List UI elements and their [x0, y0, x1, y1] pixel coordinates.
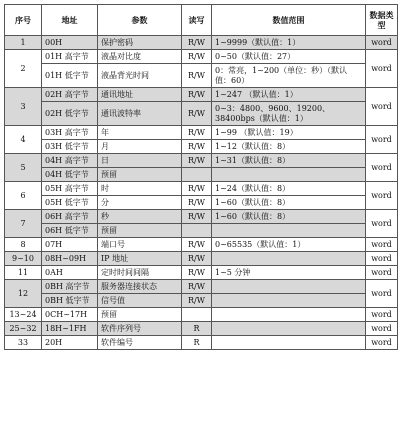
cell-rw: R	[182, 336, 212, 350]
cell-param: 预留	[98, 224, 182, 238]
table-row	[5, 238, 398, 252]
cell-rw: R/W	[182, 266, 212, 280]
cell-rw: R/W	[182, 182, 212, 196]
cell-range	[212, 308, 366, 322]
cell-type: word	[366, 308, 398, 322]
cell-param: 软件序列号	[98, 322, 182, 336]
table-row	[5, 336, 398, 350]
table-row	[5, 182, 398, 196]
cell-no: 33	[5, 336, 42, 350]
cell-range: 0~3：4800、9600、19200、38400bps（默认值：1）	[212, 102, 366, 126]
cell-rw: R/W	[182, 196, 212, 210]
table-row	[5, 88, 398, 102]
cell-range	[212, 336, 366, 350]
cell-rw: R/W	[182, 50, 212, 64]
cell-addr: 00H	[42, 36, 98, 50]
table-row	[5, 102, 398, 126]
cell-range: 0~65535（默认值：1）	[212, 238, 366, 252]
cell-range: 1~5 分钟	[212, 266, 366, 280]
cell-param: 年	[98, 126, 182, 140]
cell-no: 25~32	[5, 322, 42, 336]
cell-addr: 06H 高字节	[42, 210, 98, 224]
header-no: 序号	[5, 5, 42, 36]
cell-param: 预留	[98, 168, 182, 182]
header-param: 参数	[98, 5, 182, 36]
cell-no: 5	[5, 154, 42, 182]
cell-type: word	[366, 154, 398, 182]
cell-no: 3	[5, 88, 42, 126]
cell-param: 保护密码	[98, 36, 182, 50]
cell-param: 预留	[98, 308, 182, 322]
cell-no: 2	[5, 50, 42, 88]
cell-type: word	[366, 266, 398, 280]
cell-type: word	[366, 50, 398, 88]
cell-range: 1~24（默认值：8）	[212, 182, 366, 196]
cell-param: 秒	[98, 210, 182, 224]
table-row	[5, 322, 398, 336]
cell-addr: 0BH 高字节	[42, 280, 98, 294]
header-type: 数据类型	[366, 5, 398, 36]
table-row	[5, 126, 398, 140]
cell-addr: 04H 高字节	[42, 154, 98, 168]
cell-addr: 05H 低字节	[42, 196, 98, 210]
cell-no: 13~24	[5, 308, 42, 322]
cell-param: 分	[98, 196, 182, 210]
table-row	[5, 280, 398, 294]
cell-param: 端口号	[98, 238, 182, 252]
cell-param: IP 地址	[98, 252, 182, 266]
cell-rw: R/W	[182, 36, 212, 50]
cell-param: 通讯波特率	[98, 102, 182, 126]
cell-addr: 01H 高字节	[42, 50, 98, 64]
table-row	[5, 308, 398, 322]
cell-range	[212, 224, 366, 238]
cell-range: 1~12（默认值：8）	[212, 140, 366, 154]
cell-range: 1~247 （默认值：1）	[212, 88, 366, 102]
cell-no: 7	[5, 210, 42, 238]
cell-no: 6	[5, 182, 42, 210]
cell-addr: 05H 高字节	[42, 182, 98, 196]
header-row	[5, 5, 398, 36]
cell-range	[212, 252, 366, 266]
cell-param: 服务器连接状态	[98, 280, 182, 294]
table-row	[5, 294, 398, 308]
cell-rw: R/W	[182, 140, 212, 154]
cell-type: word	[366, 280, 398, 308]
cell-range	[212, 280, 366, 294]
cell-addr: 04H 低字节	[42, 168, 98, 182]
cell-type: word	[366, 88, 398, 126]
cell-param: 液晶对比度	[98, 50, 182, 64]
cell-type: word	[366, 336, 398, 350]
cell-param: 日	[98, 154, 182, 168]
table-row	[5, 64, 398, 88]
cell-range: 1~60（默认值：8）	[212, 210, 366, 224]
cell-type: word	[366, 182, 398, 210]
cell-type: word	[366, 210, 398, 238]
cell-param: 软件编号	[98, 336, 182, 350]
cell-rw	[182, 308, 212, 322]
cell-rw: R/W	[182, 64, 212, 88]
header-range: 数值范围	[212, 5, 366, 36]
cell-addr: 07H	[42, 238, 98, 252]
cell-rw	[182, 168, 212, 182]
cell-range: 1~60（默认值：8）	[212, 196, 366, 210]
cell-addr: 03H 低字节	[42, 140, 98, 154]
cell-rw: R/W	[182, 210, 212, 224]
cell-no: 8	[5, 238, 42, 252]
cell-param: 定时时间间隔	[98, 266, 182, 280]
cell-type: word	[366, 252, 398, 266]
cell-no: 11	[5, 266, 42, 280]
cell-range: 1~9999（默认值：1）	[212, 36, 366, 50]
cell-addr: 06H 低字节	[42, 224, 98, 238]
cell-param: 信号值	[98, 294, 182, 308]
cell-rw: R/W	[182, 154, 212, 168]
cell-rw: R/W	[182, 252, 212, 266]
table-row	[5, 50, 398, 64]
cell-range: 0：常亮，1~200（单位：秒）（默认值：60）	[212, 64, 366, 88]
cell-addr: 01H 低字节	[42, 64, 98, 88]
cell-addr: 02H 低字节	[42, 102, 98, 126]
cell-addr: 20H	[42, 336, 98, 350]
cell-no: 1	[5, 36, 42, 50]
cell-type: word	[366, 238, 398, 252]
cell-param: 时	[98, 182, 182, 196]
cell-no: 12	[5, 280, 42, 308]
cell-rw: R/W	[182, 102, 212, 126]
cell-rw: R/W	[182, 88, 212, 102]
table-row	[5, 224, 398, 238]
table-row	[5, 266, 398, 280]
table-row	[5, 196, 398, 210]
header-addr: 地址	[42, 5, 98, 36]
cell-rw: R/W	[182, 126, 212, 140]
cell-range: 1~31（默认值：8）	[212, 154, 366, 168]
cell-type: word	[366, 126, 398, 154]
table-row	[5, 140, 398, 154]
table-row	[5, 168, 398, 182]
header-rw: 读写	[182, 5, 212, 36]
cell-range: 1~99 （默认值：19）	[212, 126, 366, 140]
cell-param: 月	[98, 140, 182, 154]
cell-range	[212, 168, 366, 182]
cell-rw	[182, 224, 212, 238]
cell-addr: 02H 高字节	[42, 88, 98, 102]
cell-rw: R	[182, 322, 212, 336]
cell-addr: 0AH	[42, 266, 98, 280]
cell-range: 0~50（默认值：27）	[212, 50, 366, 64]
register-table-container	[4, 4, 397, 350]
cell-addr: 0BH 低字节	[42, 294, 98, 308]
table-row	[5, 252, 398, 266]
cell-type: word	[366, 36, 398, 50]
cell-addr: 03H 高字节	[42, 126, 98, 140]
cell-rw: R/W	[182, 280, 212, 294]
cell-addr: 08H~09H	[42, 252, 98, 266]
cell-addr: 0CH~17H	[42, 308, 98, 322]
cell-param: 液晶背光时间	[98, 64, 182, 88]
register-table	[4, 4, 398, 350]
cell-addr: 18H~1FH	[42, 322, 98, 336]
cell-rw: R/W	[182, 238, 212, 252]
cell-type: word	[366, 322, 398, 336]
cell-rw: R/W	[182, 294, 212, 308]
cell-no: 9~10	[5, 252, 42, 266]
cell-range	[212, 322, 366, 336]
cell-param: 通讯地址	[98, 88, 182, 102]
cell-no: 4	[5, 126, 42, 154]
table-row	[5, 36, 398, 50]
table-row	[5, 154, 398, 168]
cell-range	[212, 294, 366, 308]
table-row	[5, 210, 398, 224]
